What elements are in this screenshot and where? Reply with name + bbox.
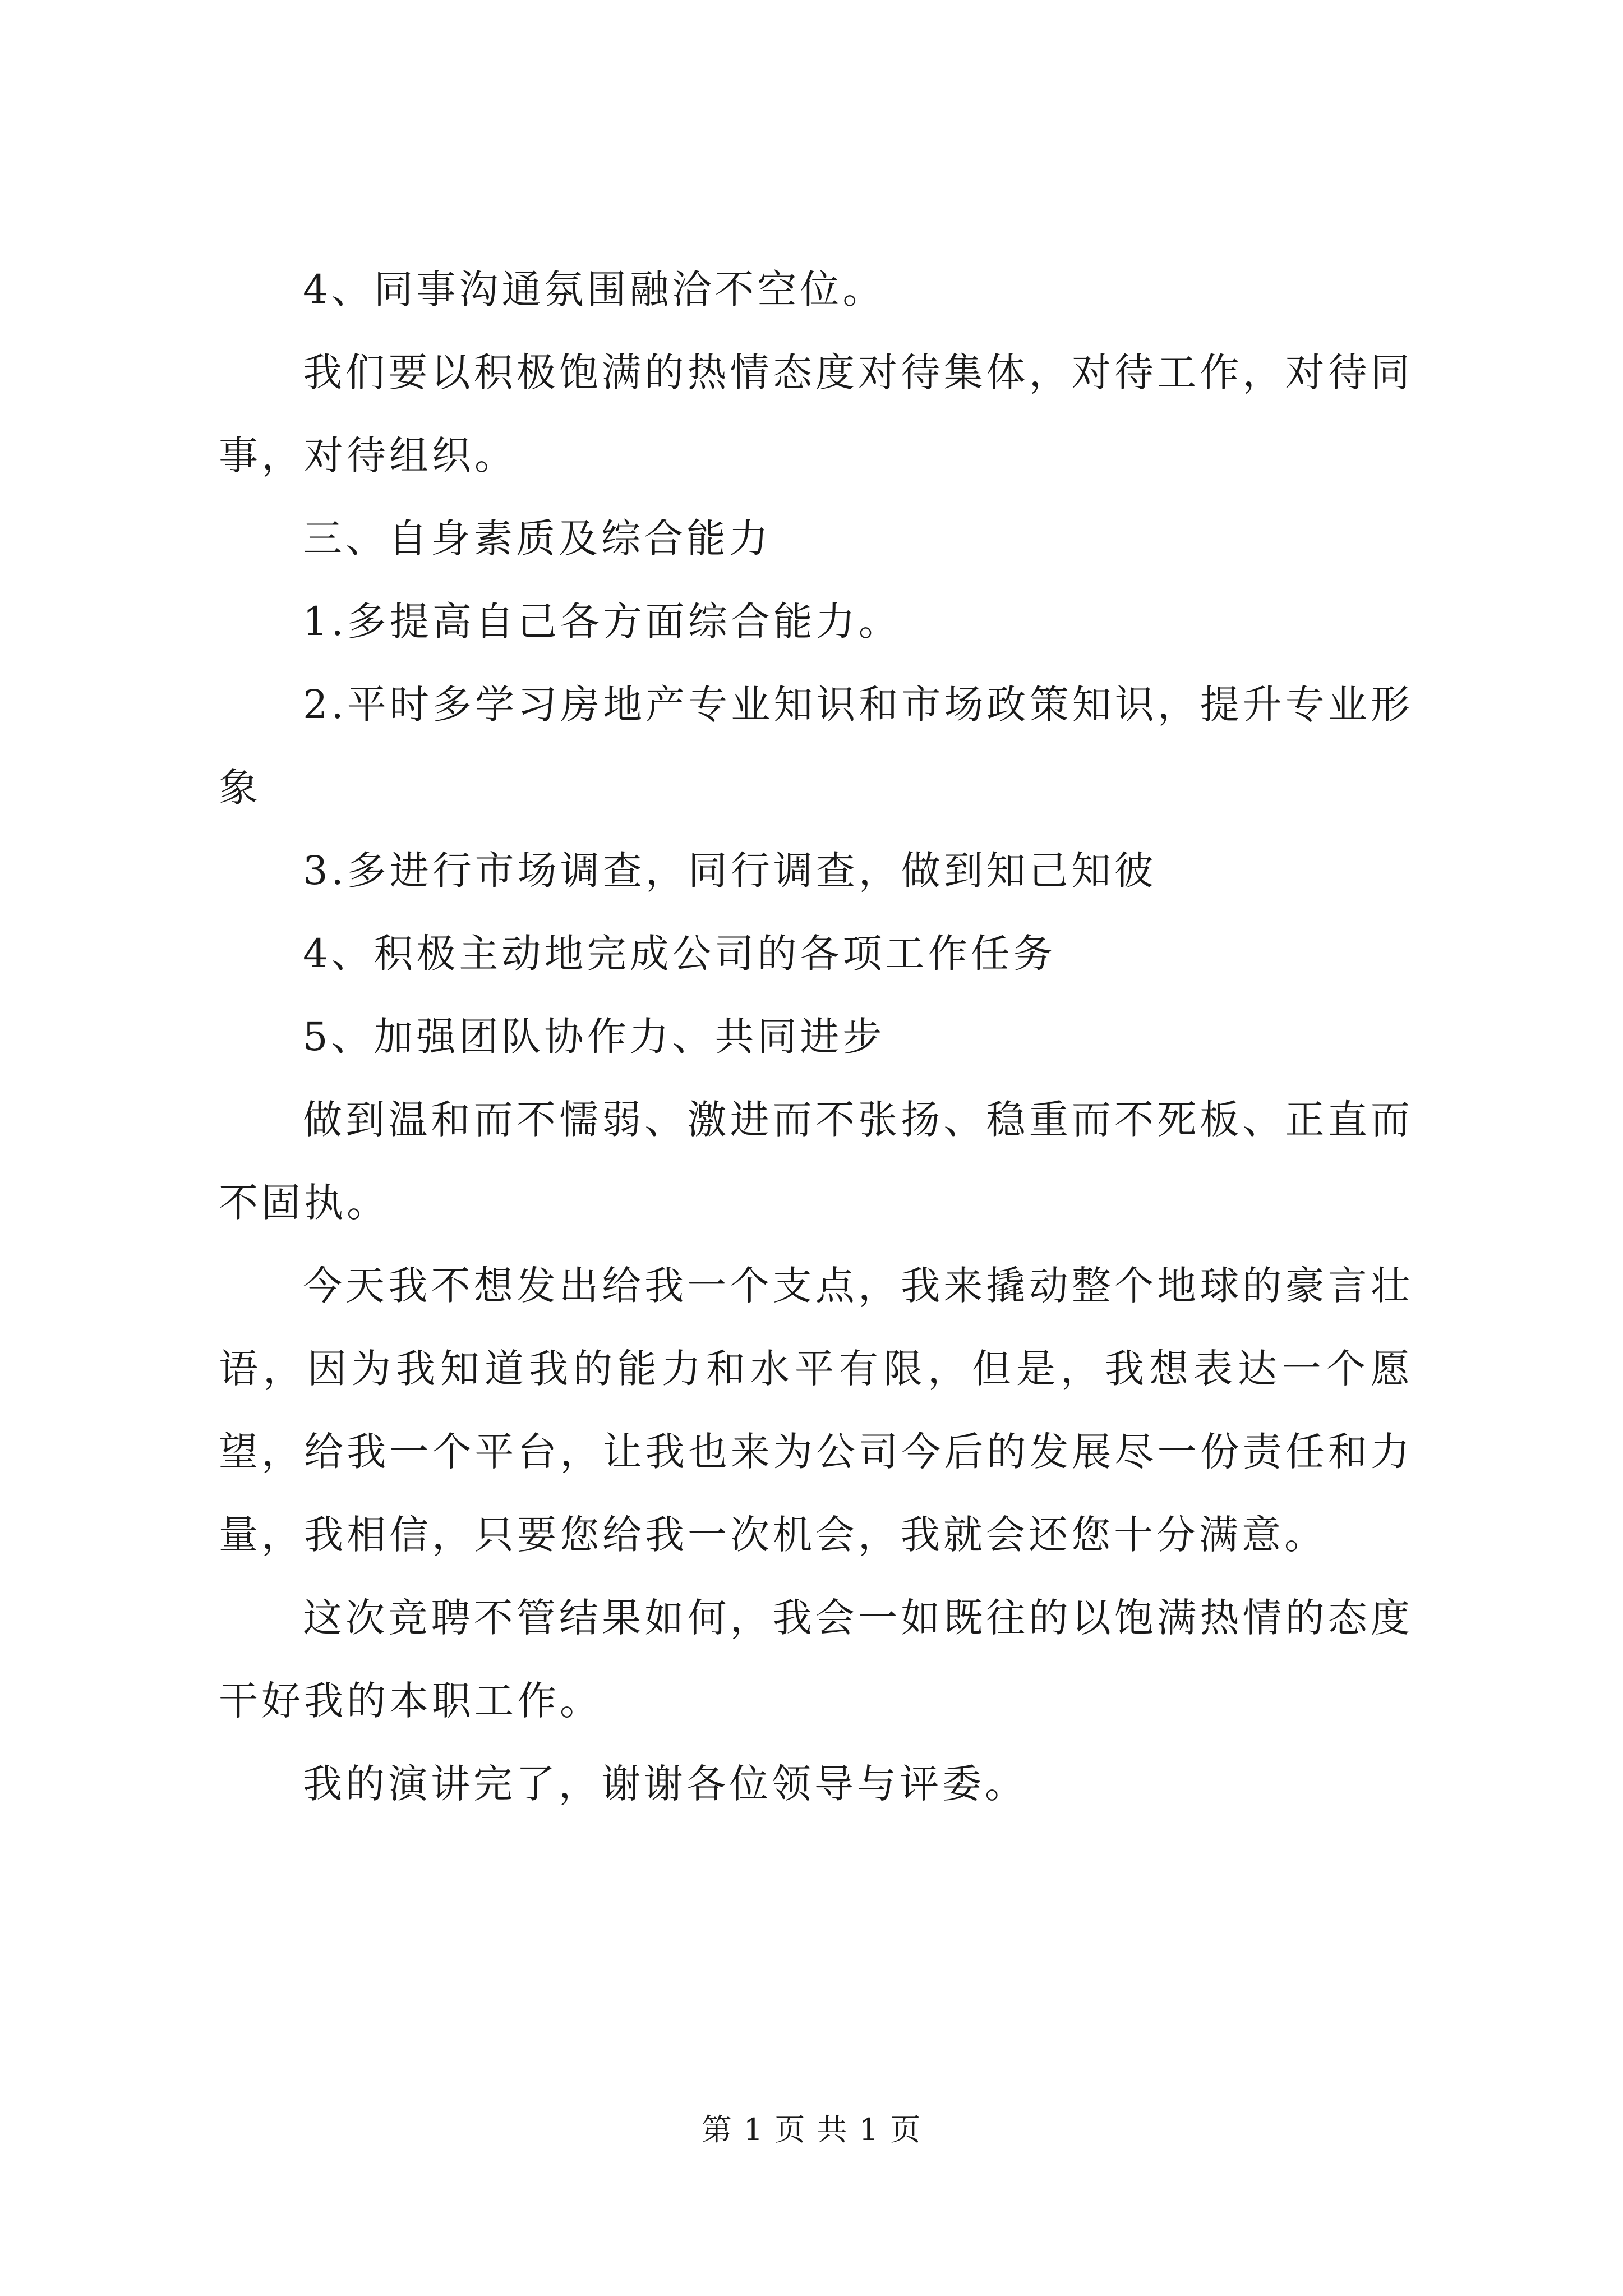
paragraph: 我们要以积极饱满的热情态度对待集体，对待工作，对待同事，对待组织。: [219, 349, 1413, 478]
paragraph: 4、同事沟通氛围融洽不空位。: [303, 266, 886, 312]
document-body: [219, 248, 1413, 1825]
list-item: 1.多提高自己各方面综合能力。: [303, 599, 901, 645]
paragraph: 今天我不想发出给我一个支点，我来撬动整个地球的豪言壮语，因为我知道我的能力和水平有限，但是，我想表达一个愿望，给我一个平台，让我也来为公司今后的发展尽一份责任和力量，我相信，只要您给我一次机会，我就会还您十分满意。: [219, 1263, 1413, 1558]
list-item: 5、加强团队协作力、共同进步: [303, 1014, 886, 1060]
page-footer: 第 1 页 共 1 页: [701, 2112, 922, 2147]
list-item: 3.多进行市场调查，同行调查，做到知己知彼: [303, 848, 1157, 894]
list-item: 2.平时多学习房地产专业知识和市场政策知识，提升专业形象: [219, 682, 1413, 811]
list-item: 4、积极主动地完成公司的各项工作任务: [303, 931, 1056, 977]
paragraph: 做到温和而不懦弱、激进而不张扬、稳重而不死板、正直而不固执。: [219, 1097, 1413, 1226]
paragraph: 我的演讲完了，谢谢各位领导与评委。: [303, 1761, 1027, 1807]
section-heading: 三、自身素质及综合能力: [303, 516, 772, 562]
paragraph: 这次竞聘不管结果如何，我会一如既往的以饱满热情的态度干好我的本职工作。: [219, 1595, 1413, 1724]
